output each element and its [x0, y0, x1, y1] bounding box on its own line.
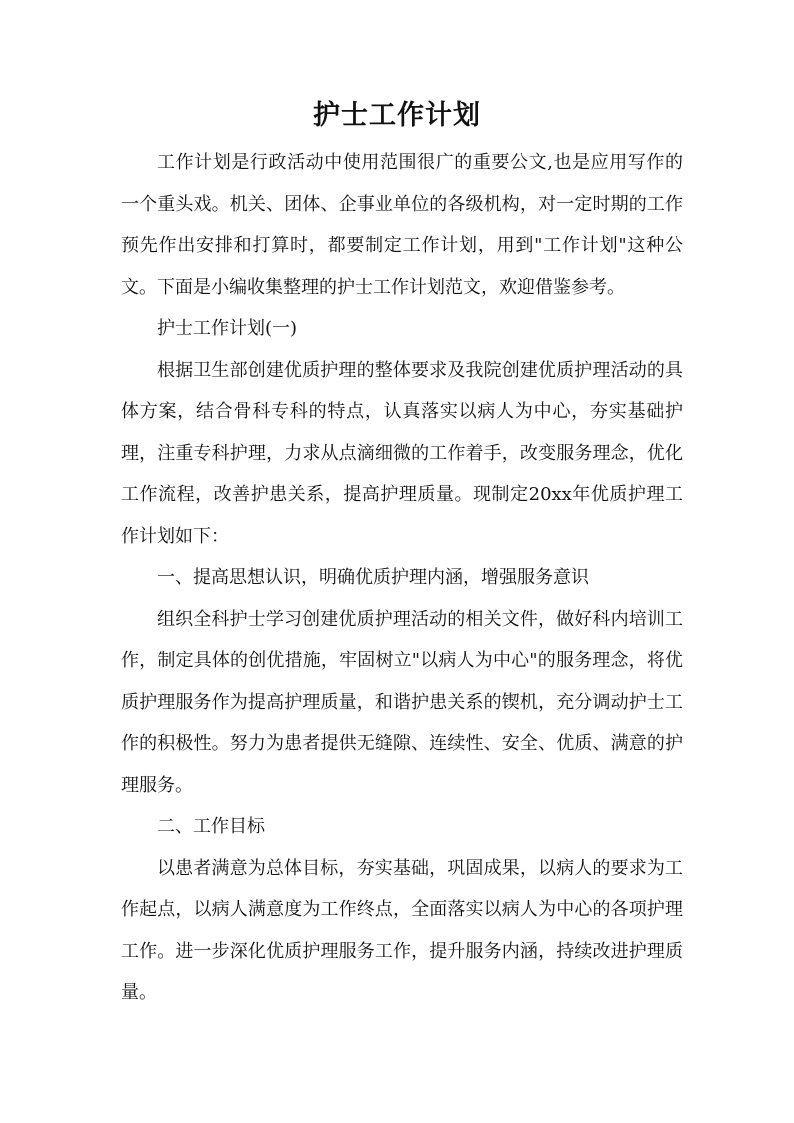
section-heading-one: 一、提高思想认识，明确优质护理内涵，增强服务意识 [157, 567, 589, 588]
intro-paragraph: 工作计划是行政活动中使用范围很广的重要公文,也是应用写作的一个重头戏。机关、团体、企事业单位的各级机构，对一定时期的工作预先作出安排和打算时，都要制定工作计划，用到"工作计划"这种公文。下面是小编收集整理的护士工作计划范文，欢迎借鉴参考。 [121, 152, 683, 298]
body-paragraph: 组织全科护士学习创建优质护理活动的相关文件，做好科内培训工作，制定具体的创优措施，牢固树立"以病人为中心"的服务理念，将优质护理服务作为提高护理质量，和谐护患关系的锲机，充分调动护士工作的积极性。努力为患者提供无缝隙、连续性、安全、优质、满意的护理服务。 [121, 608, 683, 796]
section-heading-two: 二、工作目标 [157, 816, 265, 837]
document-body [121, 142, 683, 1014]
document-title: 护士工作计划 [313, 100, 481, 131]
body-paragraph: 根据卫生部创建优质护理的整体要求及我院创建优质护理活动的具体方案，结合骨科专科的特点，认真落实以病人为中心，夯实基础护理，注重专科护理，力求从点滴细微的工作着手，改变服务理念，优化工作流程，改善护患关系，提高护理质量。现制定20xx年优质护理工作计划如下： [121, 359, 683, 547]
section-heading-plan-one: 护士工作计划(一) [157, 318, 298, 339]
body-paragraph: 以患者满意为总体目标，夯实基础，巩固成果，以病人的要求为工作起点，以病人满意度为工作终点，全面落实以病人为中心的各项护理工作。进一步深化优质护理服务工作，提升服务内涵，持续改进护理质量。 [121, 857, 683, 1003]
